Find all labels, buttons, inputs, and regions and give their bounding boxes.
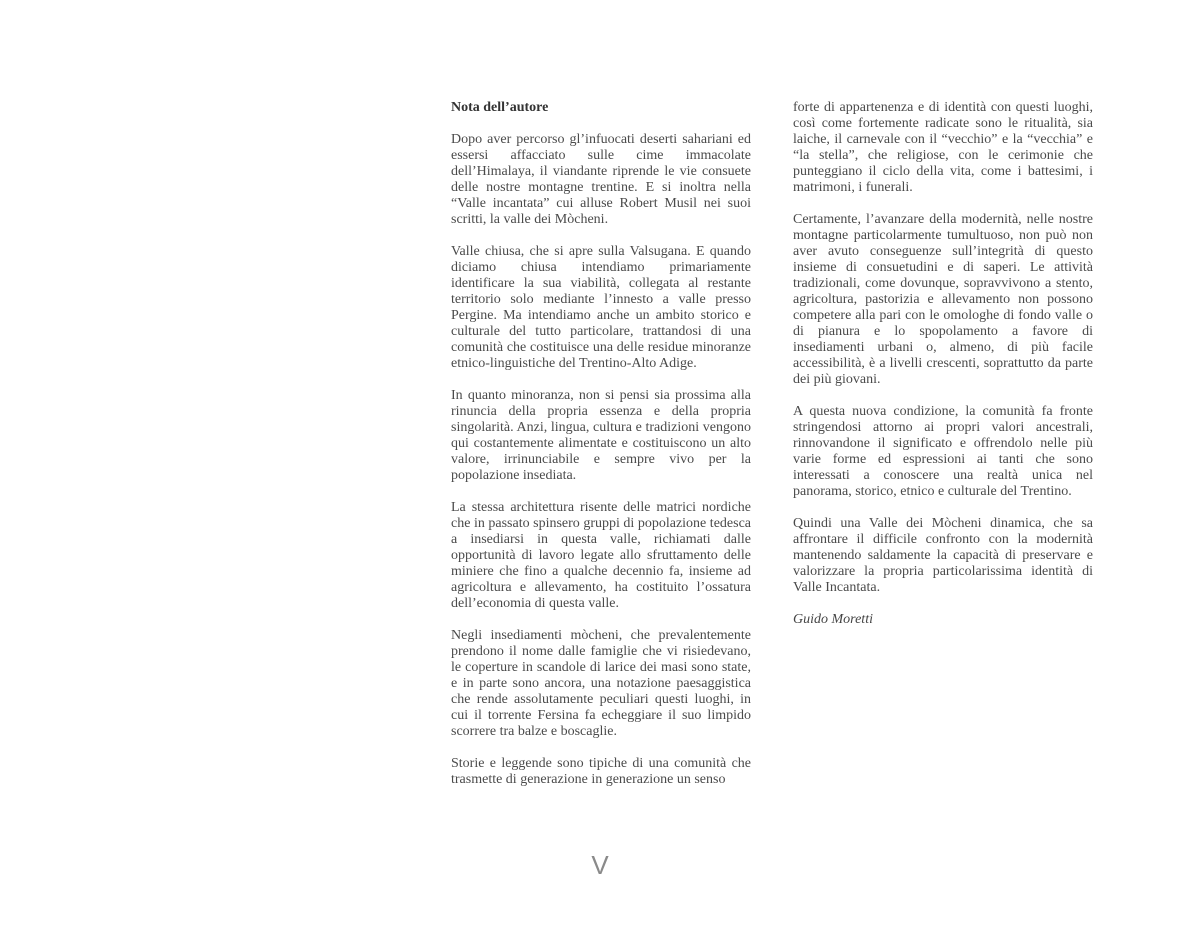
- paragraph: La stessa architettura risente delle matrici nordiche che in passato spinsero gruppi di popolazione tedesca a insediarsi in questa valle, richiamati dalle opportunità di lavoro legate allo sfruttamento delle miniere che fino a qualche decennio fa, insieme ad agricoltura e allevamento, ha costituito l’ossatura dell’economia di questa valle.: [451, 500, 751, 611]
- section-heading: Nota dell’autore: [451, 100, 549, 115]
- paragraph: Dopo aver percorso gl’infuocati deserti sahariani ed essersi affacciato sulle cime immacolate dell’Himalaya, il viandante riprende le vie consuete delle nostre montagne trentine. E si inoltra nella “Valle incantata” cui alluse Robert Musil nei suoi scritti, la valle dei Mòcheni.: [451, 132, 751, 227]
- paragraph: Storie e leggende sono tipiche di una comunità che trasmette di generazione in generazione un senso: [451, 756, 751, 787]
- paragraph: Certamente, l’avanzare della modernità, nelle nostre montagne particolarmente tumultuoso, non può non aver avuto conseguenze sull’integrità di questo insieme di consuetudini e di saperi. Le attività tradizionali, come dovunque, sopravvivono a stento, agricoltura, pastorizia e allevamento non possono competere alla pari con le omologhe di fondo valle o di pianura e lo spopolamento a favore di insediamenti urbani o, almeno, di più facile accessibilità, è a livelli crescenti, soprattutto da parte dei più giovani.: [793, 212, 1093, 387]
- paragraph: A questa nuova condizione, la comunità fa fronte stringendosi attorno ai propri valori ancestrali, rinnovandone il significato e offrendolo nelle più varie forme ed espressioni ai tanti che sono interessati a conoscere una realtà unica nel panorama, storico, etnico e culturale del Trentino.: [793, 404, 1093, 499]
- page-number: V: [591, 850, 609, 880]
- paragraph: Negli insediamenti mòcheni, che prevalentemente prendono il nome dalle famiglie che vi risiedevano, le coperture in scandole di larice dei masi sono state, e in parte sono ancora, una notazione paesaggistica che rende assolutamente peculiari questi luoghi, in cui il torrente Fersina fa echeggiare il suo limpido scorrere tra balze e boscaglie.: [451, 628, 751, 739]
- paragraph: Valle chiusa, che si apre sulla Valsugana. E quando diciamo chiusa intendiamo primariamente identificare la sua viabilità, collegata al restante territorio solo mediante l’innesto a valle presso Pergine. Ma intendiamo anche un ambito storico e culturale del tutto particolare, trattandosi di una comunità che costituisce una delle residue minoranze etnico-linguistiche del Trentino-Alto Adige.: [451, 244, 751, 371]
- paragraph: forte di appartenenza e di identità con questi luoghi, così come fortemente radicate sono le ritualità, sia laiche, il carnevale con il “vecchio” e la “vecchia” e “la stella”, che religiose, con le cerimonie che punteggiano il ciclo della vita, come i battesimi, i matrimoni, i funerali.: [793, 100, 1093, 195]
- author-signature: Guido Moretti: [793, 612, 873, 627]
- left-text-column: [451, 100, 751, 804]
- paragraph: In quanto minoranza, non si pensi sia prossima alla rinuncia della propria essenza e della propria singolarità. Anzi, lingua, cultura e tradizioni vengono qui costantemente alimentate e costituiscono un alto valore, irrinunciabile e sempre vivo per la popolazione insediata.: [451, 388, 751, 483]
- paragraph: Quindi una Valle dei Mòcheni dinamica, che sa affrontare il difficile confronto con la modernità mantenendo saldamente la capacità di preservare e valorizzare la propria particolarissima identità di Valle Incantata.: [793, 516, 1093, 595]
- right-text-column: [793, 100, 1093, 628]
